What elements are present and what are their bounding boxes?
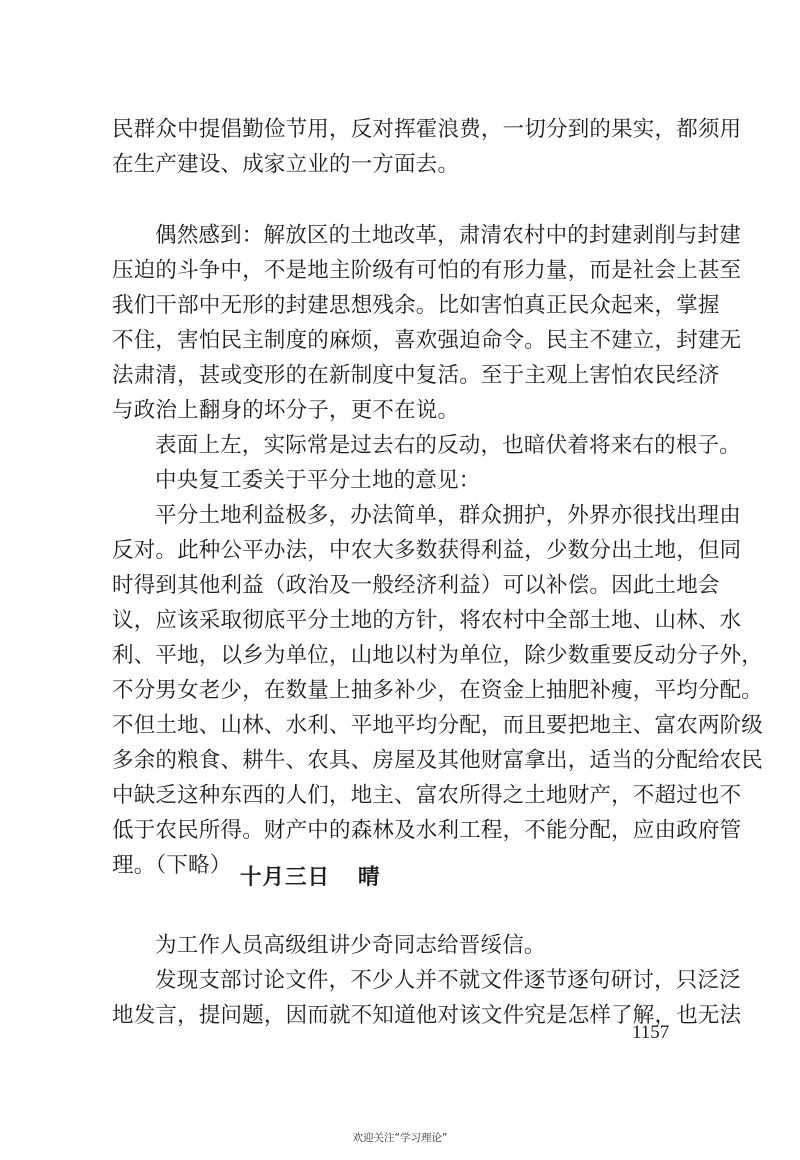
diary-entry-body <box>112 218 764 883</box>
text-line: 中央复工委关于平分土地的意见： <box>155 468 481 493</box>
text-line: 不但土地、山林、水利、平地平均分配，而且要把地主、富农两阶级 <box>112 713 764 738</box>
text-line: 议，应该采取彻底平分土地的方针，将农村中全部土地、山林、水 <box>112 608 742 633</box>
text-line: 不住，害怕民主制度的麻烦，喜欢强迫命令。民主不建立，封建无 <box>112 328 742 353</box>
diary-entry-body-oct3 <box>112 928 742 1033</box>
text-line: 为工作人员高级组讲少奇同志给晋绥信。 <box>155 933 546 958</box>
text-line: 理。（下略） <box>112 853 232 878</box>
paragraph-continuation <box>112 112 742 182</box>
text-line: 时得到其他利益（政治及一般经济利益）可以补偿。因此土地会 <box>112 573 720 598</box>
entry-weather: 晴 <box>358 865 381 890</box>
text-line: 反对。此种公平办法，中农大多数获得利益，少数分出土地，但同 <box>112 538 742 563</box>
text-line: 压迫的斗争中，不是地主阶级有可怕的有形力量，而是社会上甚至 <box>112 258 742 283</box>
text-line: 在生产建设、成家立业的一方面去。 <box>112 152 460 177</box>
text-line: 民群众中提倡勤俭节用，反对挥霍浪费，一切分到的果实，都须用 <box>112 117 742 142</box>
text-line: 法肃清，甚或变形的在新制度中复活。至于主观上害怕农民经济 <box>112 363 720 388</box>
text-line: 地发言，提问题，因而就不知道他对该文件究是怎样了解，也无法 <box>112 1003 742 1028</box>
text-line: 发现支部讨论文件，不少人并不就文件逐节逐句研讨，只泛泛 <box>155 968 741 993</box>
text-line: 不分男女老少，在数量上抽多补少，在资金上抽肥补瘦，平均分配。 <box>112 678 764 703</box>
text-line: 多余的粮食、耕牛、农具、房屋及其他财富拿出，适当的分配给农民 <box>112 748 764 773</box>
text-line: 低于农民所得。财产中的森林及水利工程，不能分配，应由政府管 <box>112 818 742 843</box>
entry-date: 十月三日 <box>240 865 331 890</box>
text-line: 偶然感到：解放区的土地改革，肃清农村中的封建剥削与封建 <box>155 223 741 248</box>
text-line: 平分土地利益极多，办法简单，群众拥护，外界亦很找出理由 <box>155 503 741 528</box>
text-line: 我们干部中无形的封建思想残余。比如害怕真正民众起来，掌握 <box>112 293 720 318</box>
page-number: 1157 <box>632 1022 670 1043</box>
footer-note: 欢迎关注“学习理论” <box>352 1132 448 1144</box>
text-line: 表面上左，实际常是过去右的反动，也暗伏着将来右的根子。 <box>155 433 741 458</box>
date-heading <box>240 860 381 895</box>
text-line: 与政治上翻身的坏分子，更不在说。 <box>112 398 460 423</box>
text-line: 利、平地，以乡为单位，山地以村为单位，除少数重要反动分子外， <box>112 643 764 668</box>
text-line: 中缺乏这种东西的人们，地主、富农所得之土地财产，不超过也不 <box>112 783 742 808</box>
